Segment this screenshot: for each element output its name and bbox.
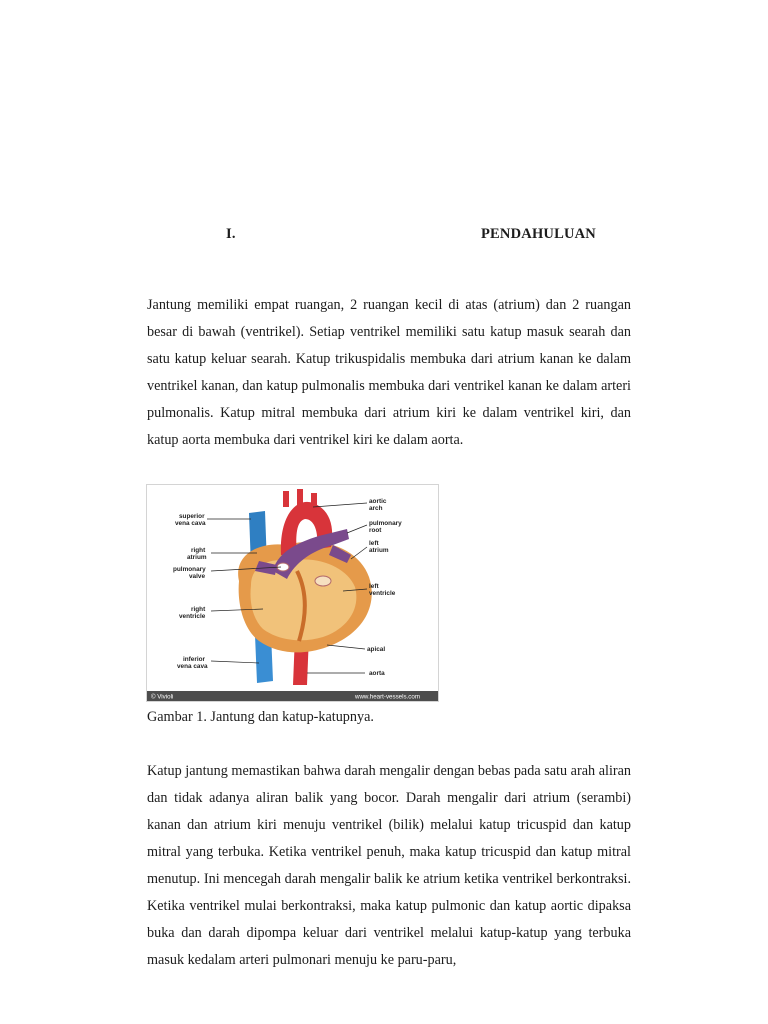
- label-aorta: aorta: [369, 670, 385, 677]
- label-right-ventricle-2: ventricle: [179, 613, 206, 620]
- figure-caption: Gambar 1. Jantung dan katup-katupnya.: [147, 709, 374, 725]
- heart-diagram-figure: [146, 484, 439, 702]
- label-pulmonary-root-2: root: [369, 527, 382, 534]
- label-right-atrium: right: [191, 547, 206, 554]
- section-number: I.: [226, 226, 236, 242]
- label-aortic-arch-2: arch: [369, 505, 383, 512]
- label-left-atrium: left: [369, 540, 379, 547]
- label-aortic-arch: aortic: [369, 498, 387, 505]
- label-superior-vena-cava-2: vena cava: [175, 520, 206, 527]
- label-left-ventricle: left: [369, 583, 379, 590]
- section-title: PENDAHULUAN: [481, 226, 596, 242]
- label-left-atrium-2: atrium: [369, 547, 389, 554]
- figure-source-url: www.heart-vessels.com: [355, 693, 420, 701]
- label-superior-vena-cava: superior: [179, 513, 205, 520]
- paragraph-intro: Jantung memiliki empat ruangan, 2 ruangan kecil di atas (atrium) dan 2 ruangan besar di bawah (ventrikel). Setiap ventrikel memiliki satu katup masuk searah dan satu katup keluar searah. Katup trikuspidalis membuka dari atrium kanan ke dalam ventrikel kanan, dan katup pulmonalis membuka dari ventrikel kanan ke dalam arteri pulmonalis. Katup mitral membuka dari atrium kiri ke dalam ventrikel kiri, dan katup aorta membuka dari ventrikel kiri ke dalam aorta.: [147, 297, 631, 448]
- label-apical: apical: [367, 646, 386, 653]
- figure-credit: © Vivioli: [151, 693, 174, 701]
- label-right-atrium-2: atrium: [187, 554, 207, 561]
- label-right-ventricle: right: [191, 606, 206, 613]
- paragraph-valves: Katup jantung memastikan bahwa darah mengalir dengan bebas pada satu arah aliran dan tidak adanya aliran balik yang bocor. Darah mengalir dari atrium (serambi) kanan dan atrium kiri menuju ventrikel (bilik) melalui katup tricuspid dan katup mitral yang terbuka. Ketika ventrikel penuh, maka katup tricuspid dan katup mitral menutup. Ini mencegah darah mengalir balik ke atrium ketika ventrikel berkontraksi. Ketika ventrikel mulai berkontraksi, maka katup pulmonic dan katup aortic dipaksa buka dan darah dipompa keluar dari ventrikel melalui katup-katup yang terbuka masuk kedalam arteri pulmonari menuju ke paru-paru,: [147, 763, 631, 968]
- label-left-ventricle-2: ventricle: [369, 590, 396, 597]
- label-pulmonary-valve: pulmonary: [173, 566, 206, 573]
- label-inferior-vena-cava-2: vena cava: [177, 663, 208, 670]
- label-pulmonary-root: pulmonary: [369, 520, 402, 527]
- label-pulmonary-valve-2: valve: [189, 573, 205, 580]
- label-inferior-vena-cava: inferior: [183, 656, 206, 663]
